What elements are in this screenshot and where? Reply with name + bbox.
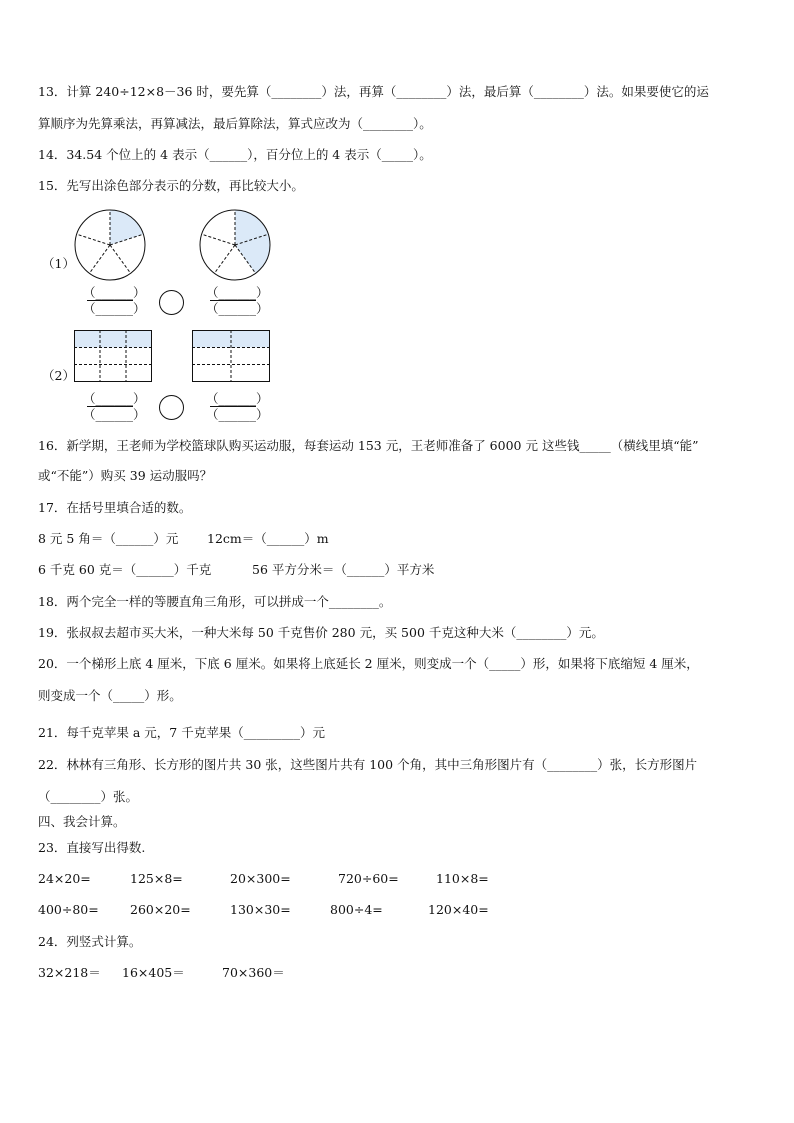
pie-chart-right	[198, 208, 272, 282]
fraction-blank-1a[interactable]	[83, 285, 146, 316]
q13-line1: 13．计算 240÷12×8－36 时，要先算（________）法，再算（________）法，最后算（________）法。如果要使它的运	[38, 84, 709, 99]
q15-part1-label: （1）	[42, 256, 75, 271]
q23-r1-c2: 125×8=	[130, 871, 183, 886]
q23-r2-c4: 800÷4=	[330, 902, 383, 917]
q21-text: 21．每千克苹果 a 元，7 千克苹果（_________）元	[38, 725, 325, 740]
pie-chart-left	[73, 208, 147, 282]
fraction-denominator: （______）	[206, 407, 269, 422]
fraction-blank-2b[interactable]	[206, 391, 269, 422]
q23-r1-c3: 20×300=	[230, 871, 291, 886]
fraction-numerator: （______）	[206, 391, 269, 406]
fraction-numerator: （______）	[83, 391, 146, 406]
q23-r1-c4: 720÷60=	[338, 871, 399, 886]
q22-line2: （________）张。	[38, 789, 139, 804]
rectangle-grid-left	[74, 330, 152, 382]
q18-text: 18．两个完全一样的等腰直角三角形，可以拼成一个________。	[38, 594, 392, 609]
q20-line2: 则变成一个（_____）形。	[38, 688, 182, 703]
q23-r2-c5: 120×40=	[428, 902, 489, 917]
q24-text: 24．列竖式计算。	[38, 934, 142, 949]
q24-item-1: 32×218＝	[38, 965, 101, 980]
q17-item-a: 8 元 5 角＝（______）元	[38, 531, 179, 546]
q20-line1: 20．一个梯形上底 4 厘米，下底 6 厘米。如果将上底延长 2 厘米，则变成一个（_____）形，如果将下底缩短 4 厘米，	[38, 656, 699, 671]
q23-r1-c5: 110×8=	[436, 871, 489, 886]
q19-text: 19．张叔叔去超市买大米，一种大米每 50 千克售价 280 元，买 500 千克这种大米（________）元。	[38, 625, 604, 640]
q17-text: 17．在括号里填合适的数。	[38, 500, 192, 515]
fraction-numerator: （______）	[83, 285, 146, 300]
q15-part2-label: （2）	[42, 368, 75, 383]
q24-item-2: 16×405＝	[122, 965, 185, 980]
q22-line1: 22．林林有三角形、长方形的图片共 30 张，这些图片共有 100 个角，其中三角形图片有（________）张，长方形图片	[38, 757, 698, 772]
section-heading: 四、我会计算。	[38, 814, 126, 829]
q16-line1: 16．新学期，王老师为学校篮球队购买运动服，每套运动 153 元，王老师准备了 6000 元 这些钱_____（横线里填“能”	[38, 438, 699, 453]
fraction-denominator: （______）	[206, 301, 269, 316]
q23-r2-c3: 130×30=	[230, 902, 291, 917]
fraction-denominator: （______）	[83, 407, 146, 422]
q17-item-d: 56 平方分米＝（______）平方米	[252, 562, 435, 577]
q23-r2-c2: 260×20=	[130, 902, 191, 917]
q17-item-c: 6 千克 60 克＝（______）千克	[38, 562, 212, 577]
q23-text: 23．直接写出得数.	[38, 840, 146, 855]
q13-line2: 算顺序为先算乘法，再算减法，最后算除法，算式应改为（________）。	[38, 116, 432, 131]
q24-item-3: 70×360＝	[222, 965, 285, 980]
q15-text: 15．先写出涂色部分表示的分数，再比较大小。	[38, 178, 304, 193]
fraction-denominator: （______）	[83, 301, 146, 316]
q16-line2: 或“不能”）购买 39 运动服吗？	[38, 468, 213, 483]
compare-circle-2[interactable]	[159, 395, 184, 420]
q23-r1-c1: 24×20=	[38, 871, 91, 886]
fraction-blank-1b[interactable]	[206, 285, 269, 316]
fraction-blank-2a[interactable]	[83, 391, 146, 422]
compare-circle-1[interactable]	[159, 290, 184, 315]
q23-r2-c1: 400÷80=	[38, 902, 99, 917]
q17-item-b: 12cm＝（______）m	[207, 531, 329, 546]
rectangle-grid-right	[192, 330, 270, 382]
fraction-numerator: （______）	[206, 285, 269, 300]
q14-text: 14．34.54 个位上的 4 表示（______），百分位上的 4 表示（_____）。	[38, 147, 432, 162]
